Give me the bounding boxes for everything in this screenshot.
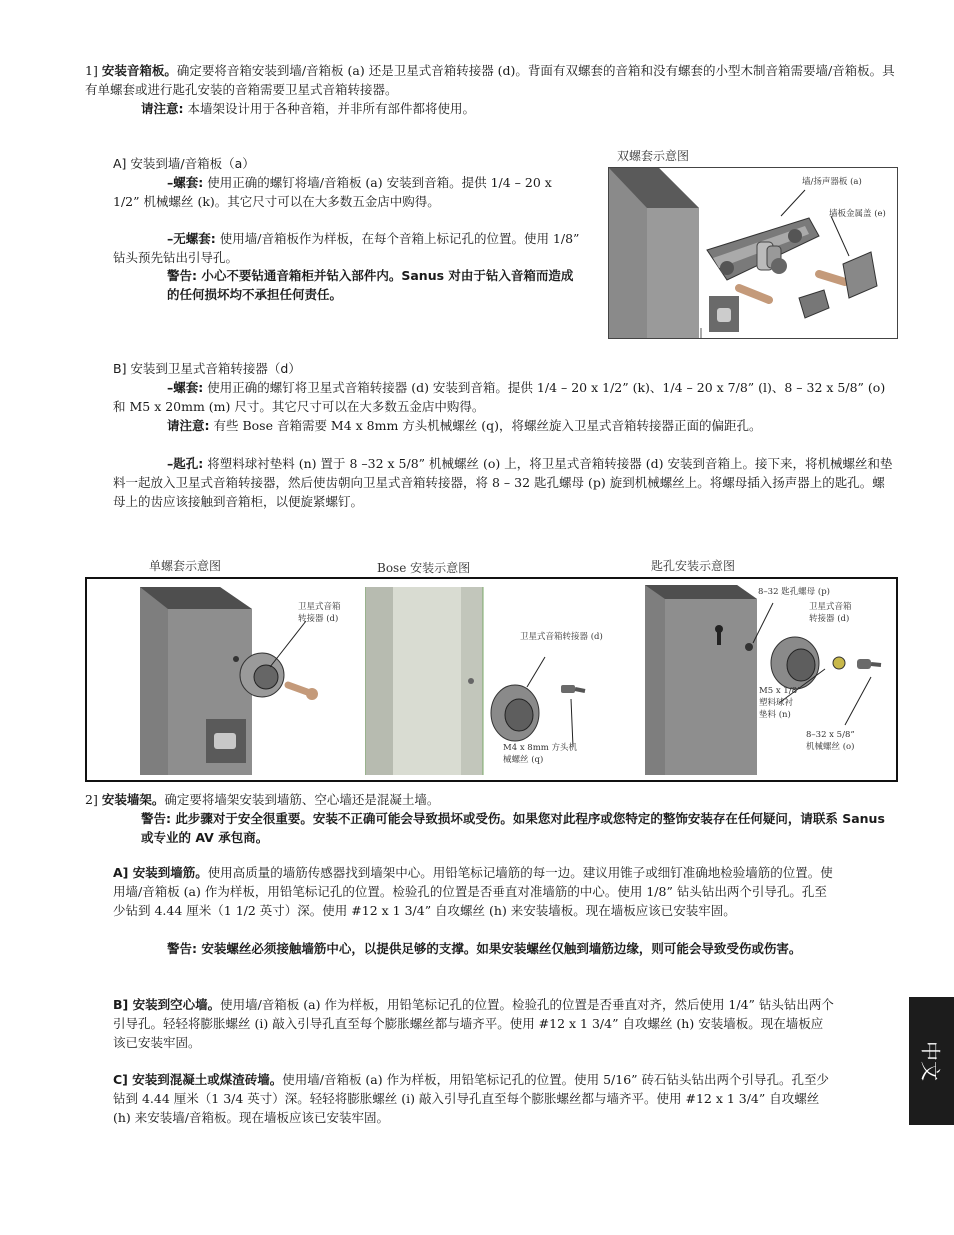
bose-illustration — [365, 587, 615, 775]
step1-body: 确定要将音箱安装到墙/音箱板 (a) 还是卫星式音箱转接器 (d)。背面有双螺套的音箱和没有螺套的小型木制音箱需要墙/音箱板。具有单螺套或进行匙孔安装的音箱需要卫星式音箱转接器。 — [85, 63, 895, 97]
bose-label-d: 卫星式音箱转接器 (d) — [520, 632, 603, 642]
key-label-p: 8–32 匙孔螺母 (p) — [758, 587, 830, 597]
step1-a-t1-label: –螺套: — [167, 175, 204, 190]
step2-a — [113, 863, 835, 920]
bose-label-q1: M4 x 8mm 方头机 — [503, 743, 578, 753]
key-label-n3: 垫料 (n) — [759, 710, 791, 720]
step2-paragraph — [85, 790, 897, 809]
step1-b-title: B] 安装到卫星式音箱转接器（d） — [113, 361, 301, 376]
step2-c — [113, 1070, 835, 1127]
bose-label-q2: 械螺丝 (q) — [503, 755, 544, 765]
keyhole-illustration — [645, 585, 895, 775]
step1-a-title: A] 安装到墙/音箱板（a） — [113, 156, 255, 171]
step2-b-text: 使用墙/音箱板 (a) 作为样板，用铅笔标记孔的位置。检验孔的位置是否垂直对齐，然后使用 1/4” 钻头钻出两个引导孔。轻轻将膨胀螺丝 (i) 敲入引导孔直至每个膨胀螺丝都与墙齐平。使用 #12 x 1 3/4” 自攻螺丝 (h) 安装墙板。现在墙板应该已安装牢固。 — [113, 997, 834, 1050]
fig-single-caption: 单螺套示意图 — [149, 559, 222, 573]
step2-a-warning: 警告: 安装螺丝必须接触墙筋中心，以提供足够的支撑。如果安装螺丝仅触到墙筋边缘，则可能会导致受伤或伤害。 — [167, 941, 802, 956]
key-label-o2: 机械螺丝 (o) — [806, 742, 855, 752]
figures-frame — [85, 577, 898, 782]
step1-a-t2-label: –无螺套: — [167, 231, 216, 246]
step1-b-t1-text: 使用正确的螺钉将卫星式音箱转接器 (d) 安装到音箱。提供 1/4 – 20 x 1/2” (k)、1/4 – 20 x 7/8” (l)、8 – 32 x 5/8” (o) 和 M5 x 20mm (m) 尺寸。其它尺寸可以在大多数五金店中购得。 — [113, 380, 886, 414]
step1-a-text1 — [113, 173, 581, 211]
fig-double-stud — [608, 167, 898, 339]
step1-b-note-text: 有些 Bose 音箱需要 M4 x 8mm 方头机械螺丝 (q)，将螺丝旋入卫星式音箱转接器正面的偏距孔。 — [213, 418, 762, 433]
step1-number: 1] — [85, 63, 98, 78]
step2-warning: 警告: 此步骤对于安全很重要。安装不正确可能会导致损坏或受伤。如果您对此程序或您特定的整饰安装存在任何疑问，请联系 Sanus 或专业的 AV 承包商。 — [141, 811, 885, 845]
language-tab-label: 中文 — [918, 1041, 942, 1081]
single-label-d1: 卫星式音箱 — [298, 602, 341, 612]
step2-a-text: 使用高质量的墙筋传感器找到墙架中心。用铅笔标记墙筋的每一边。建议用锥子或细钉准确地检验墙筋的位置。使用墙/音箱板 (a) 作为样板，用铅笔标记孔的位置。检验孔的位置是否垂直对准墙筋的中心。使用 1/8” 钻头钻出两个引导孔。孔至少钻到 4.44 厘米（1 1/2 英寸）深。使用 #12 x 1 3/4” 自攻螺丝 (h) 来安装墙板。现在墙板应该已安装牢固。 — [113, 865, 833, 918]
step2-title: 安装墙架。 — [101, 792, 165, 807]
step2-c-text: 使用墙/音箱板 (a) 作为样板，用铅笔标记孔的位置。使用 5/16” 砖石钻头钻出两个引导孔。孔至少钻到 4.44 厘米（1 3/4 英寸）深。轻轻将膨胀螺丝 (i) 敲入引导孔直至每个膨胀螺丝都与墙齐平。使用 #12 x 1 3/4” 自攻螺丝 (h) 来安装墙/音箱板。现在墙板应该已安装牢固。 — [113, 1072, 830, 1125]
step1-b-t2-text: 将塑料球衬垫料 (n) 置于 8 –32 x 5/8” 机械螺丝 (o) 上，将卫星式音箱转接器 (d) 安装到音箱上。接下来，将机械螺丝和垫料一起放入卫星式音箱转接器，然后使齿朝向卫星式音箱转接器，将 8 – 32 匙孔螺母 (p) 旋到机械螺丝上。将螺母插入扬声器上的匙孔。螺母上的齿应该接触到音箱柜，以便旋紧螺钉。 — [113, 456, 893, 509]
fig-double-label-e: 墙板金属盖 (e) — [829, 209, 886, 219]
fig-keyhole-caption: 匙孔安装示意图 — [651, 559, 736, 573]
key-label-n2: 塑料球衬 — [759, 698, 794, 708]
step2-body: 确定要将墙架安装到墙筋、空心墙还是混凝土墙。 — [164, 792, 440, 807]
step1-note — [141, 99, 841, 118]
step1-note-label: 请注意: — [141, 101, 184, 116]
key-label-d1: 卫星式音箱 — [809, 602, 852, 612]
fig-bose-caption: Bose 安装示意图 — [377, 561, 471, 575]
step1-b-t1-label: –螺套: — [167, 380, 204, 395]
step1-note-text: 本墙架设计用于各种音箱，并非所有部件都将使用。 — [187, 101, 475, 116]
step2-b — [113, 995, 835, 1052]
step1-b-note-label: 请注意: — [167, 418, 210, 433]
step1-paragraph — [85, 61, 897, 99]
step1-b-t2-label: –匙孔: — [167, 456, 204, 471]
step2-a-title: A] 安装到墙筋。 — [113, 865, 208, 880]
step1-a-t2-text: 使用墙/音箱板作为样板，在每个音箱上标记孔的位置。使用 1/8” 钻头预先钻出引导孔。 — [113, 231, 580, 265]
double-stud-illustration — [609, 168, 897, 338]
single-label-d2: 转接器 (d) — [298, 614, 339, 624]
step1-b-text1 — [113, 378, 893, 416]
step1-b-text2 — [113, 454, 893, 511]
key-label-d2: 转接器 (d) — [809, 614, 850, 624]
language-tab — [909, 997, 954, 1125]
key-label-n1: M5 x 1/8” — [759, 686, 802, 696]
step2-b-title: B] 安装到空心墙。 — [113, 997, 221, 1012]
step1-a-warning: 警告: 小心不要钻通音箱柜并钻入部件内。Sanus 对由于钻入音箱而造成的任何损坏均不承担任何责任。 — [167, 268, 574, 302]
step1-a-t1-text: 使用正确的螺钉将墙/音箱板 (a) 安装到音箱。提供 1/4 – 20 x 1/2” 机械螺丝 (k)。其它尺寸可以在大多数五金店中购得。 — [113, 175, 552, 209]
step1-title: 安装音箱板。 — [101, 63, 177, 78]
step2-c-title: C] 安装到混凝土或煤渣砖墙。 — [113, 1072, 283, 1087]
step2-number: 2] — [85, 792, 98, 807]
step1-b-note — [167, 416, 893, 435]
fig-double-caption: 双螺套示意图 — [617, 149, 690, 163]
step1-a-text2 — [113, 229, 581, 267]
fig-double-label-a: 墙/扬声器板 (a) — [802, 177, 862, 187]
key-label-o1: 8–32 x 5/8” — [806, 730, 855, 740]
